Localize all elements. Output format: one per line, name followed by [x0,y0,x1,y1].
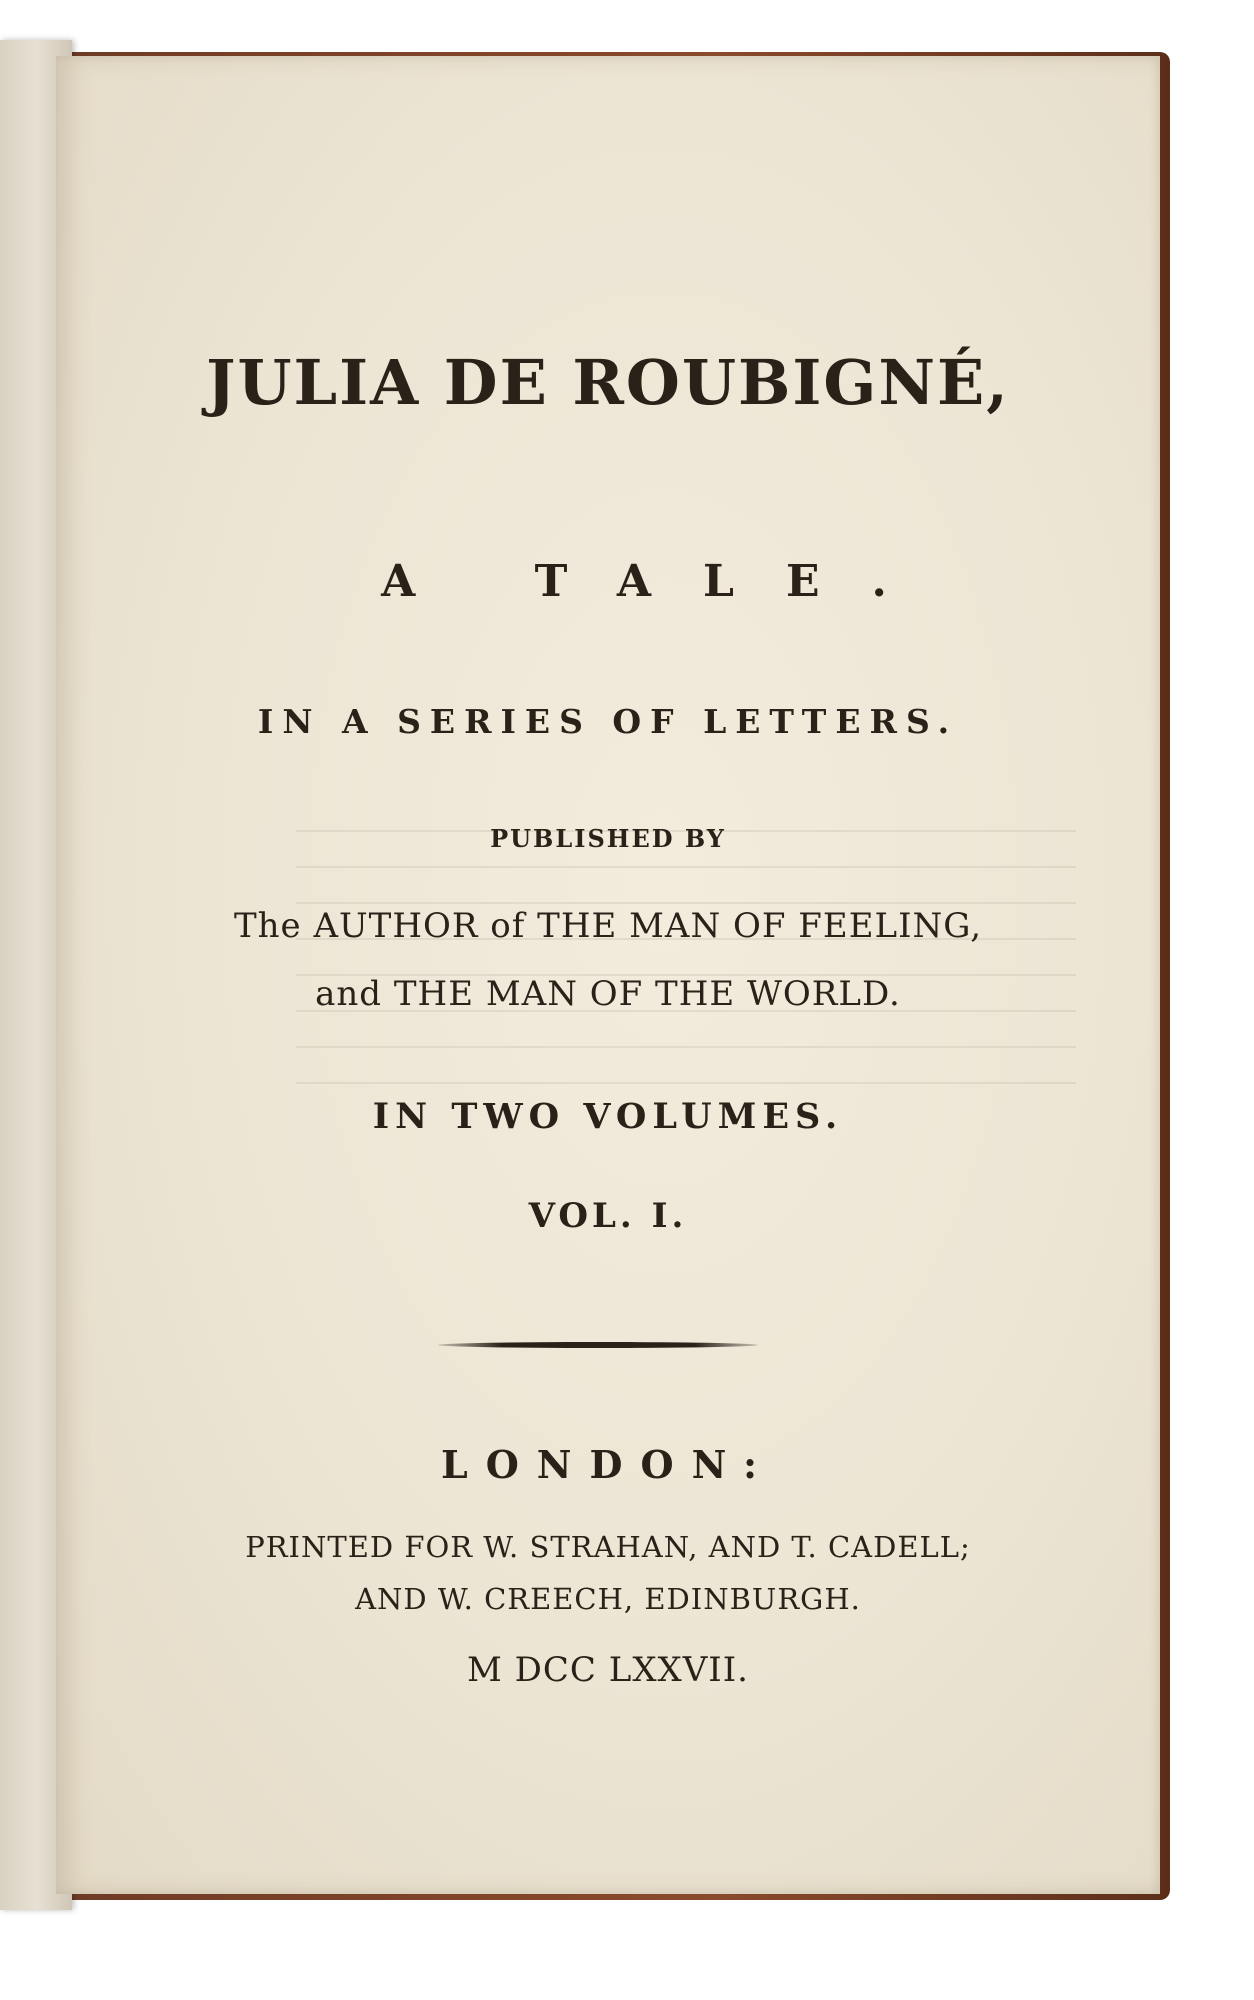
author-line-1: The AUTHOR of THE MAN OF FEELING, [233,906,983,946]
printers-line-1: PRINTED FOR W. STRAHAN, AND T. CADELL; [245,1530,971,1564]
book-title: JULIA DE ROUBIGNÉ, [206,346,1010,419]
printers-line-2: AND W. CREECH, EDINBURGH. [355,1582,861,1616]
author-line-2: and THE MAN OF THE WORLD. [315,974,901,1014]
published-by-label: PUBLISHED BY [490,824,726,853]
book-subtitle: A TALE. [381,556,939,607]
volumes-note: IN TWO VOLUMES. [372,1096,844,1137]
title-page-text [56,56,1160,1894]
title-page [56,56,1160,1894]
imprint-date: M DCC LXXVII. [467,1650,749,1690]
volume-number: VOL. I. [528,1196,688,1236]
imprint-city: LONDON: [440,1442,776,1487]
series-description: IN A SERIES OF LETTERS. [257,702,959,741]
decorative-rule [438,1342,758,1348]
